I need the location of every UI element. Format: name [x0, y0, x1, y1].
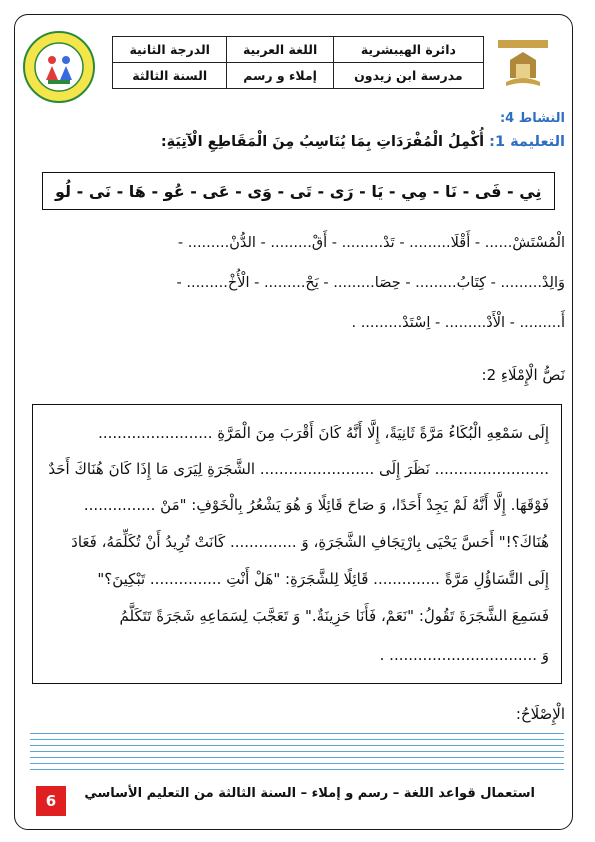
- dictation-line-3: فَوْقَهَا. إِلَّا أَنَّهُ لَمْ يَجِدْ أَحَدًا، وَ صَاحَ قَائِلًا وَ هُوَ يَشْعُرُ بِالْخَوْفِ: "مَنْ ...............: [83, 496, 549, 514]
- dictation-line-5: إِلَى التَّسَاؤُلِ مَرَّةً .............. قَائِلًا لِلشَّجَرَةِ: "هَلْ أَنْتِ ............... تَبْكِينَ؟": [97, 570, 549, 588]
- syllables-list: نِي - فَى - نَا - مِي - يَا - رَى - تَى - وَى - عَى - عُو - هَا - نَى - لُو: [55, 181, 542, 201]
- dictation-line-1: إِلَى سَمْعِهِ الْبُكَاءُ مَرَّةً ثَانِيَةً، إِلَّا أَنَّهُ كَانَ أَقْرَبَ مِنَ الْمَرَّةِ ........................: [98, 424, 549, 442]
- activity-title: النشاط 4:: [499, 111, 565, 126]
- header-topic: إملاء و رسم: [227, 63, 333, 89]
- header-district: دائرة الهيبشرية: [333, 37, 483, 63]
- syllables-box: [42, 172, 555, 210]
- correction-title: الْإِصْلَاحُ:: [515, 705, 565, 723]
- exercise-line-2: وَالِدْ......... - كِتَابُ......... - حِصَا......... - يَحْ......... - الْأُخْ......... -: [176, 275, 565, 291]
- instruction: [161, 134, 565, 150]
- header-level: الدرجة الثانية: [113, 37, 227, 63]
- instruction-text: أُكْمِلُ الْمُفْرَدَاتِ بِمَا يُنَاسِبُ مِنَ الْمَقَاطِعِ الْآتِيَةِ:: [160, 134, 485, 150]
- writing-lines: [30, 733, 564, 773]
- ministry-logo: [492, 38, 554, 96]
- dictation-line-4: هُنَاكَ؟!" أَحَسَّ يَحْيَى بِارْتِجَافِ الشَّجَرَةِ، وَ .............. كَانَتْ تُرِيدُ أَنْ تُكَلِّمَهُ، فَعَادَ: [71, 533, 549, 551]
- page-number-badge: 6: [36, 786, 66, 816]
- school-logo: [22, 30, 96, 104]
- instruction-label: التعليمة 1:: [489, 134, 565, 150]
- dictation-line-6: فَسَمِعَ الشَّجَرَةَ تَقُولُ: "نَعَمْ، فَأَنَا حَزِينَةٌ." وَ تَعَجَّبَ لِسَمَاعِهِ شَجَرَةً تَتَكَلَّمُ: [119, 607, 549, 625]
- header-table: [112, 36, 484, 89]
- exercise-line-3: أَ......... - الْأَدْ......... - اِسْتَدْ......... .: [351, 315, 565, 331]
- header-school: مدرسة ابن زيدون: [333, 63, 483, 89]
- header-subject: اللغة العربية: [227, 37, 333, 63]
- header-grade: السنة الثالثة: [113, 63, 227, 89]
- exercise-line-1: الْمُسْتَشْ...... - أَقْلَا......... - تَدْ......... - أَقْ......... - الدُّنْ......... -: [177, 235, 565, 251]
- dictation-title: نَصُّ الْإِمْلَاءِ 2:: [481, 366, 565, 384]
- dictation-line-2: ........................ نَظَرَ إِلَى ........................ الشَّجَرَةِ لِيَرَى مَا إِذَا كَانَ هُنَاكَ أَحَدٌ: [48, 460, 549, 478]
- footer-text: استعمال قواعد اللغة – رسم و إملاء – السنة الثالثة من التعليم الأساسي: [84, 786, 535, 801]
- dictation-line-7: وَ ............................... .: [379, 646, 549, 664]
